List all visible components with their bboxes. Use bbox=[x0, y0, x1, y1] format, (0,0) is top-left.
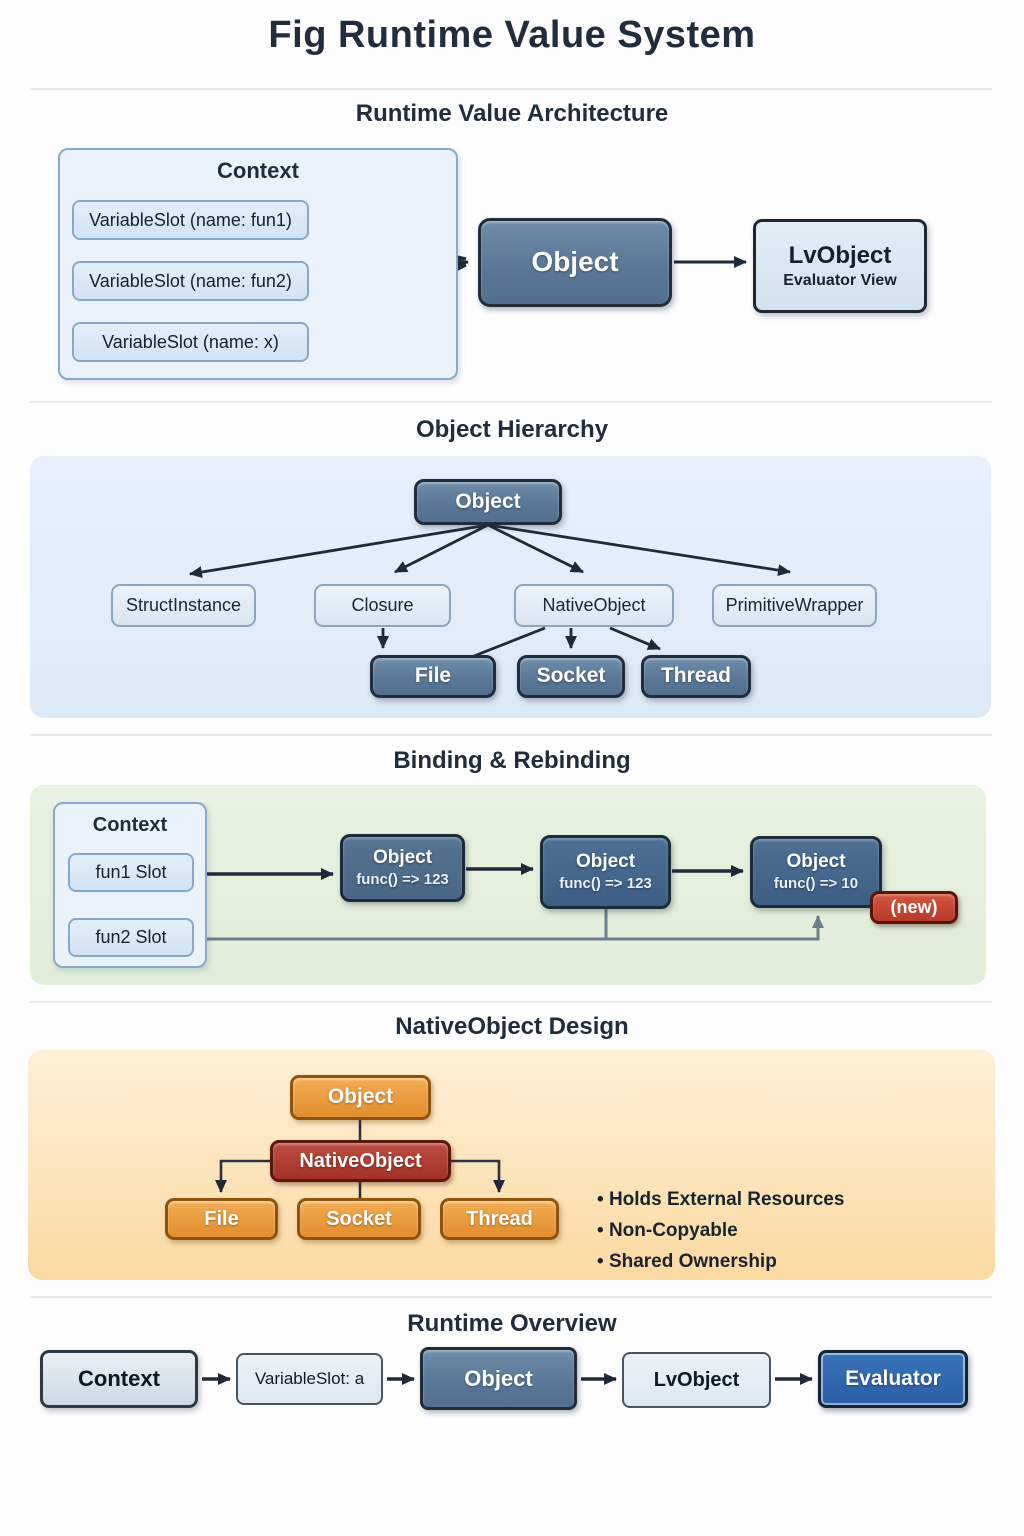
context-label: Context bbox=[217, 158, 299, 183]
variable-slot-fun1: VariableSlot (name: fun1) bbox=[72, 200, 309, 240]
overview-object: Object bbox=[420, 1347, 577, 1410]
variable-slot-fun2: VariableSlot (name: fun2) bbox=[72, 261, 309, 301]
object-value: func() => 123 bbox=[356, 871, 449, 889]
hierarchy-closure: Closure bbox=[314, 584, 451, 627]
binding-fun1-slot: fun1 Slot bbox=[68, 853, 194, 892]
bullet-item: • Shared Ownership bbox=[597, 1251, 844, 1273]
native-nativeobject: NativeObject bbox=[270, 1140, 451, 1182]
hierarchy-socket: Socket bbox=[517, 655, 625, 698]
variable-slot-x: VariableSlot (name: x) bbox=[72, 322, 309, 362]
binding-object-1 bbox=[340, 834, 465, 902]
binding-fun2-slot: fun2 Slot bbox=[68, 918, 194, 957]
section-header-binding: Binding & Rebinding bbox=[393, 747, 631, 774]
page-title: Fig Runtime Value System bbox=[268, 14, 756, 56]
object-value: func() => 123 bbox=[559, 875, 652, 893]
hierarchy-structinstance: StructInstance bbox=[111, 584, 256, 627]
object-title: Object bbox=[575, 851, 636, 873]
object-title: Object bbox=[372, 847, 433, 869]
object-title: Object bbox=[786, 851, 846, 873]
object-value: func() => 10 bbox=[773, 875, 859, 893]
context-label: Context bbox=[92, 814, 168, 836]
section-header-hierarchy: Object Hierarchy bbox=[415, 416, 609, 443]
native-bullet-list bbox=[597, 1189, 844, 1282]
hierarchy-primitivewrapper: PrimitiveWrapper bbox=[712, 584, 877, 627]
hierarchy-file: File bbox=[370, 655, 496, 698]
hierarchy-nativeobject: NativeObject bbox=[514, 584, 674, 627]
hierarchy-thread: Thread bbox=[641, 655, 751, 698]
lvobject-subtitle: Evaluator View bbox=[783, 271, 897, 289]
new-badge: (new) bbox=[870, 891, 958, 924]
bullet-item: • Holds External Resources bbox=[597, 1189, 844, 1211]
native-root-object: Object bbox=[290, 1075, 431, 1120]
hierarchy-root-object: Object bbox=[414, 479, 562, 525]
native-thread: Thread bbox=[440, 1198, 559, 1240]
lvobject-title: LvObject bbox=[788, 242, 892, 269]
section-header-native: NativeObject Design bbox=[395, 1013, 629, 1040]
overview-context: Context bbox=[40, 1350, 198, 1408]
binding-object-3 bbox=[750, 836, 882, 908]
native-file: File bbox=[165, 1198, 278, 1240]
overview-evaluator: Evaluator bbox=[818, 1350, 968, 1408]
architecture-object-node: Object bbox=[478, 218, 672, 307]
lvobject-node bbox=[753, 219, 927, 313]
overview-variableslot: VariableSlot: a bbox=[236, 1353, 383, 1405]
native-socket: Socket bbox=[297, 1198, 421, 1240]
bullet-item: • Non-Copyable bbox=[597, 1220, 844, 1242]
section-header-architecture: Runtime Value Architecture bbox=[355, 100, 669, 127]
binding-object-2 bbox=[540, 835, 671, 909]
section-header-overview: Runtime Overview bbox=[407, 1310, 617, 1337]
overview-lvobject: LvObject bbox=[622, 1352, 771, 1408]
